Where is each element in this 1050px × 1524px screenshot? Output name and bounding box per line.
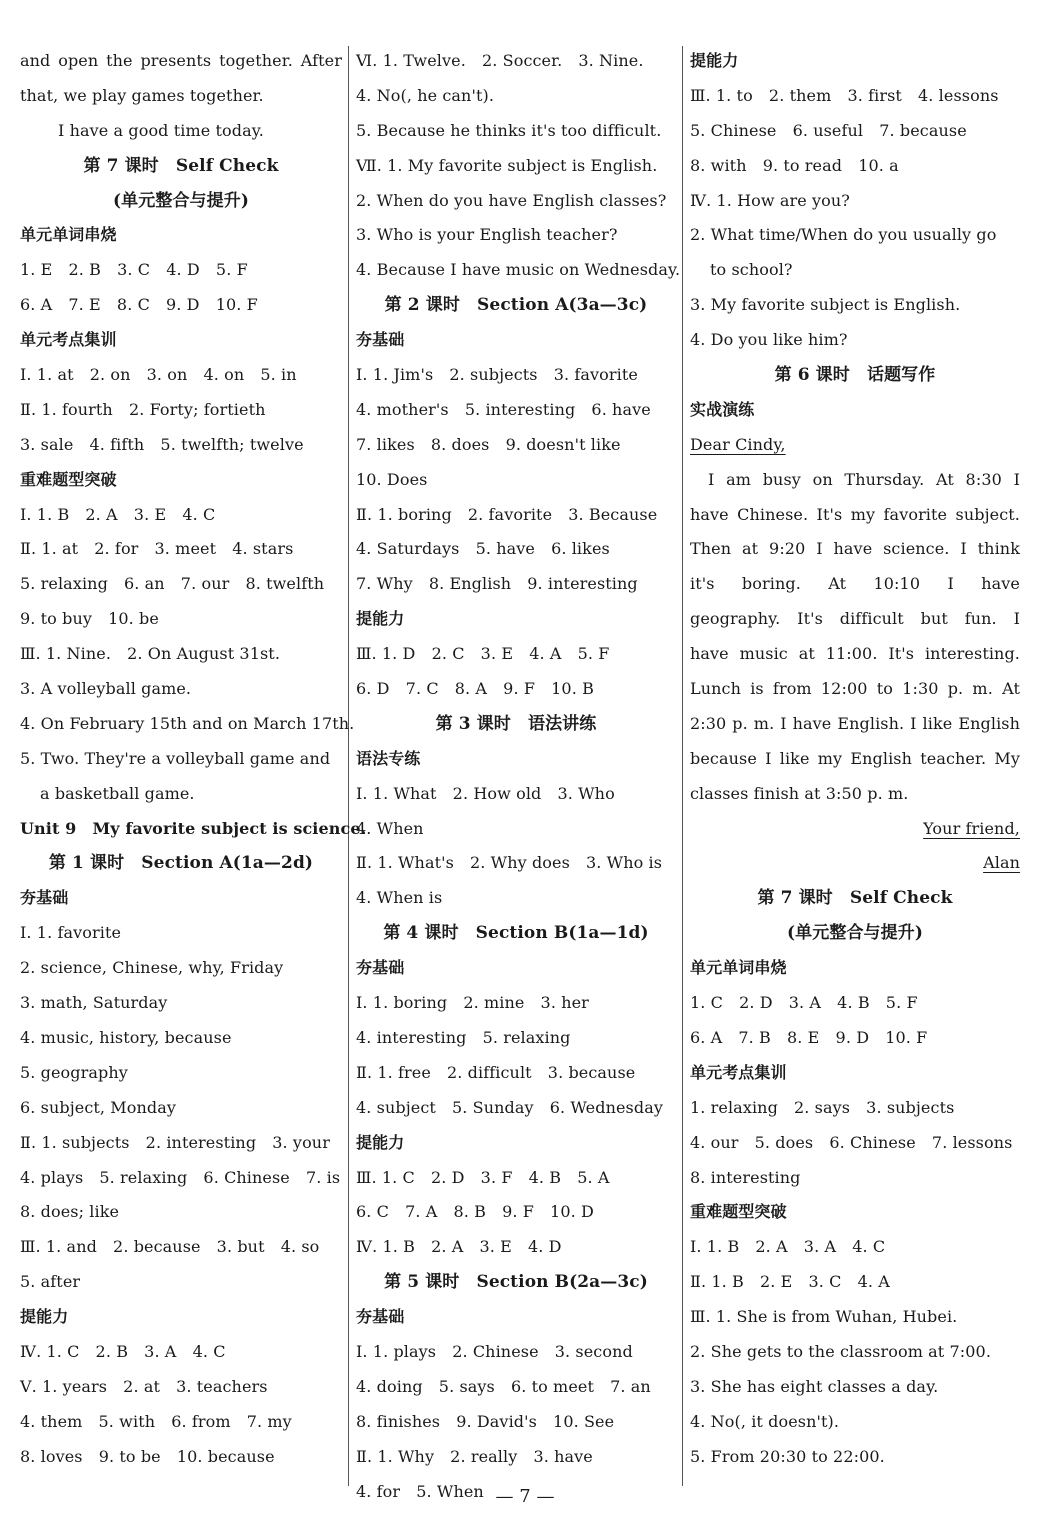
answer-line: 4. When (356, 818, 424, 838)
subsection-label: 语法专练 (356, 748, 421, 768)
answer-line: geography. It's difficult but fun. I (690, 609, 1020, 629)
answer-line: 4. No(, it doesn't). (690, 1411, 840, 1431)
answer-line: 8. finishes 9. David's 10. See (356, 1411, 615, 1431)
answer-line: 3. sale 4. fifth 5. twelfth; twelve (20, 434, 304, 454)
answer-line: Ⅲ. 1. Nine. 2. On August 31st. (20, 644, 281, 664)
section-heading: 第 3 课时 语法讲练 (435, 713, 597, 734)
answer-line: 4. them 5. with 6. from 7. my (20, 1411, 292, 1431)
answer-line: because I like my English teacher. My (690, 748, 1020, 768)
answer-line: 1. C 2. D 3. A 4. B 5. F (690, 993, 918, 1013)
answer-line: 7. Why 8. English 9. interesting (356, 574, 638, 594)
answer-line: Ⅲ. 1. D 2. C 3. E 4. A 5. F (356, 644, 610, 664)
section-heading: 第 5 课时 Section B(2a—3c) (384, 1272, 648, 1293)
answer-line: Ⅱ. 1. fourth 2. Forty; fortieth (20, 399, 266, 419)
answer-line: 3. Who is your English teacher? (356, 225, 618, 245)
answer-line: 8. does; like (20, 1202, 120, 1222)
answer-line: Ⅱ. 1. boring 2. favorite 3. Because (356, 504, 658, 524)
answer-line: 6. D 7. C 8. A 9. F 10. B (356, 679, 594, 699)
answer-line: Ⅱ. 1. free 2. difficult 3. because (356, 1062, 636, 1082)
subsection-label: 实战演练 (690, 399, 755, 419)
section-heading: 第 2 课时 Section A(3a—3c) (384, 295, 648, 316)
subsection-label: 夯基础 (20, 888, 69, 908)
answer-line: 4. doing 5. says 6. to meet 7. an (356, 1376, 651, 1396)
answer-line: to school? (710, 260, 793, 280)
answer-column-2 (356, 44, 681, 1509)
answer-line: Ⅱ. 1. B 2. E 3. C 4. A (690, 1272, 890, 1292)
answer-line: Then at 9:20 I have science. I think (690, 539, 1020, 559)
section-heading: (单元整合与提升) (787, 923, 923, 944)
answer-line (690, 812, 1020, 847)
section-heading: (单元整合与提升) (113, 190, 249, 211)
answer-line: 10. Does (356, 469, 428, 489)
column-divider (348, 46, 349, 1486)
answer-line: Ⅱ. 1. What's 2. Why does 3. Who is (356, 853, 663, 873)
subsection-label: 夯基础 (356, 958, 405, 978)
answer-line: Lunch is from 12:00 to 1:30 p. m. At (690, 679, 1020, 699)
answer-line: 4. Because I have music on Wednesday. (356, 260, 681, 280)
answer-line: Ⅲ. 1. to 2. them 3. first 4. lessons (690, 85, 999, 105)
answer-line: Ⅰ. 1. B 2. A 3. A 4. C (690, 1237, 886, 1257)
answer-line: Ⅵ. 1. Twelve. 2. Soccer. 3. Nine. (356, 51, 644, 70)
answer-line: Ⅰ. 1. plays 2. Chinese 3. second (356, 1341, 633, 1361)
answer-line: 2:30 p. m. I have English. I like English (690, 713, 1020, 733)
answer-line: 5. From 20:30 to 22:00. (690, 1446, 885, 1466)
subsection-label: 提能力 (356, 1132, 405, 1152)
answer-line: 6. C 7. A 8. B 9. F 10. D (356, 1202, 594, 1222)
answer-line: Ⅰ. 1. What 2. How old 3. Who (356, 783, 615, 803)
answer-line: 3. My favorite subject is English. (690, 295, 961, 315)
answer-line: Ⅰ. 1. Jim's 2. subjects 3. favorite (356, 365, 638, 385)
answer-line: 6. subject, Monday (20, 1097, 177, 1117)
answer-line: it's boring. At 10:10 I have (690, 574, 1020, 594)
answer-line: 4. Saturdays 5. have 6. likes (356, 539, 610, 559)
subsection-label: 单元单词串烧 (690, 958, 787, 978)
answer-line: Ⅲ. 1. C 2. D 3. F 4. B 5. A (356, 1167, 610, 1187)
answer-line: have Chinese. It's my favorite subject. (690, 504, 1020, 524)
answer-line: 8. with 9. to read 10. a (690, 155, 899, 175)
section-heading: 第 1 课时 Section A(1a—2d) (48, 853, 314, 874)
answer-line: 6. A 7. E 8. C 9. D 10. F (20, 295, 258, 315)
subsection-label: 单元单词串烧 (20, 225, 117, 245)
answer-line: 5. Two. They're a volleyball game and (20, 748, 331, 768)
subsection-label: 单元考点集训 (20, 330, 117, 350)
section-heading: 第 7 课时 Self Check (83, 155, 279, 176)
answer-line: Ⅰ. 1. boring 2. mine 3. her (356, 993, 589, 1013)
answer-line: Ⅱ. 1. subjects 2. interesting 3. your (20, 1132, 330, 1152)
answer-line: 2. What time/When do you usually go (690, 225, 997, 245)
subsection-label: 重难题型突破 (20, 469, 117, 489)
subsection-label: 单元考点集训 (690, 1062, 787, 1082)
answer-line: 2. She gets to the classroom at 7:00. (690, 1341, 992, 1361)
underlined-text: Your friend, (923, 818, 1020, 838)
answer-line: 2. science, Chinese, why, Friday (20, 958, 284, 978)
answer-line: Ⅶ. 1. My favorite subject is English. (356, 155, 658, 175)
answer-line: that, we play games together. (20, 85, 264, 105)
answer-line: 1. relaxing 2. says 3. subjects (690, 1097, 955, 1117)
section-heading: 第 6 课时 话题写作 (774, 365, 936, 386)
answer-line: Ⅰ. 1. B 2. A 3. E 4. C (20, 504, 216, 524)
answer-line: 4. mother's 5. interesting 6. have (356, 399, 651, 419)
answer-line: 3. A volleyball game. (20, 679, 192, 699)
column-divider (682, 46, 683, 1486)
page-number: — 7 — (495, 1486, 555, 1507)
answer-line: 4. interesting 5. relaxing (356, 1027, 571, 1047)
answer-line (690, 846, 1020, 881)
underlined-text: Dear Cindy, (690, 434, 786, 454)
answer-line: 3. math, Saturday (20, 993, 168, 1013)
answer-line: 5. relaxing 6. an 7. our 8. twelfth (20, 574, 325, 594)
answer-line: 5. Because he thinks it's too difficult. (356, 120, 662, 140)
answer-line: 4. music, history, because (20, 1027, 232, 1047)
answer-line: Ⅳ. 1. B 2. A 3. E 4. D (356, 1237, 562, 1257)
answer-line: Ⅰ. 1. favorite (20, 923, 122, 943)
answer-line: Ⅲ. 1. She is from Wuhan, Hubei. (690, 1307, 958, 1327)
answer-line: 4. Do you like him? (690, 330, 848, 350)
answer-line: 4. On February 15th and on March 17th. (20, 713, 355, 733)
answer-line: 5. Chinese 6. useful 7. because (690, 120, 967, 140)
subsection-label: 提能力 (356, 609, 405, 629)
answer-line: 8. interesting (690, 1167, 801, 1187)
subsection-label: 提能力 (20, 1307, 69, 1327)
answer-column-3 (690, 44, 1020, 1475)
answer-line: 5. after (20, 1272, 81, 1292)
answer-line: 5. geography (20, 1062, 128, 1082)
answer-line: 4. No(, he can't). (356, 85, 495, 105)
answer-line: 3. She has eight classes a day. (690, 1376, 939, 1396)
answer-line: Ⅲ. 1. and 2. because 3. but 4. so (20, 1237, 320, 1257)
section-heading: 第 4 课时 Section B(1a—1d) (383, 923, 649, 944)
subsection-label: 提能力 (690, 51, 739, 70)
answer-line: and open the presents together. After (20, 51, 342, 70)
answer-line: 9. to buy 10. be (20, 609, 159, 629)
answer-line: I am busy on Thursday. At 8:30 I (708, 469, 1020, 489)
subsection-label: 夯基础 (356, 330, 405, 350)
answer-line: a basketball game. (40, 783, 195, 803)
subsection-label: 重难题型突破 (690, 1202, 787, 1222)
answer-line: Ⅱ. 1. Why 2. really 3. have (356, 1446, 593, 1466)
answer-line: 4. plays 5. relaxing 6. Chinese 7. is (20, 1167, 341, 1187)
answer-line: 7. likes 8. does 9. doesn't like (356, 434, 621, 454)
answer-line: 4. our 5. does 6. Chinese 7. lessons (690, 1132, 1013, 1152)
answer-line: 4. for 5. When (356, 1481, 484, 1501)
answer-column-1 (20, 44, 367, 1475)
answer-line: 1. E 2. B 3. C 4. D 5. F (20, 260, 248, 280)
answer-line: 2. When do you have English classes? (356, 190, 667, 210)
subsection-label: 夯基础 (356, 1307, 405, 1327)
underlined-text: Alan (983, 853, 1020, 873)
answer-line (690, 428, 1020, 463)
answer-line: Ⅱ. 1. at 2. for 3. meet 4. stars (20, 539, 294, 559)
answer-line: Unit 9 My favorite subject is science. (20, 818, 367, 838)
answer-line: 4. subject 5. Sunday 6. Wednesday (356, 1097, 663, 1117)
answer-line: 8. loves 9. to be 10. because (20, 1446, 275, 1466)
answer-line: have music at 11:00. It's interesting. (690, 644, 1020, 664)
answer-line: I have a good time today. (58, 120, 264, 140)
answer-line: classes finish at 3:50 p. m. (690, 783, 909, 803)
answer-line: Ⅴ. 1. years 2. at 3. teachers (20, 1376, 268, 1396)
answer-line: Ⅳ. 1. How are you? (690, 190, 850, 210)
answer-line: 4. When is (356, 888, 443, 908)
answer-line: Ⅰ. 1. at 2. on 3. on 4. on 5. in (20, 365, 297, 385)
section-heading: 第 7 课时 Self Check (757, 888, 953, 909)
answer-line: 6. A 7. B 8. E 9. D 10. F (690, 1027, 928, 1047)
answer-line: Ⅳ. 1. C 2. B 3. A 4. C (20, 1341, 226, 1361)
